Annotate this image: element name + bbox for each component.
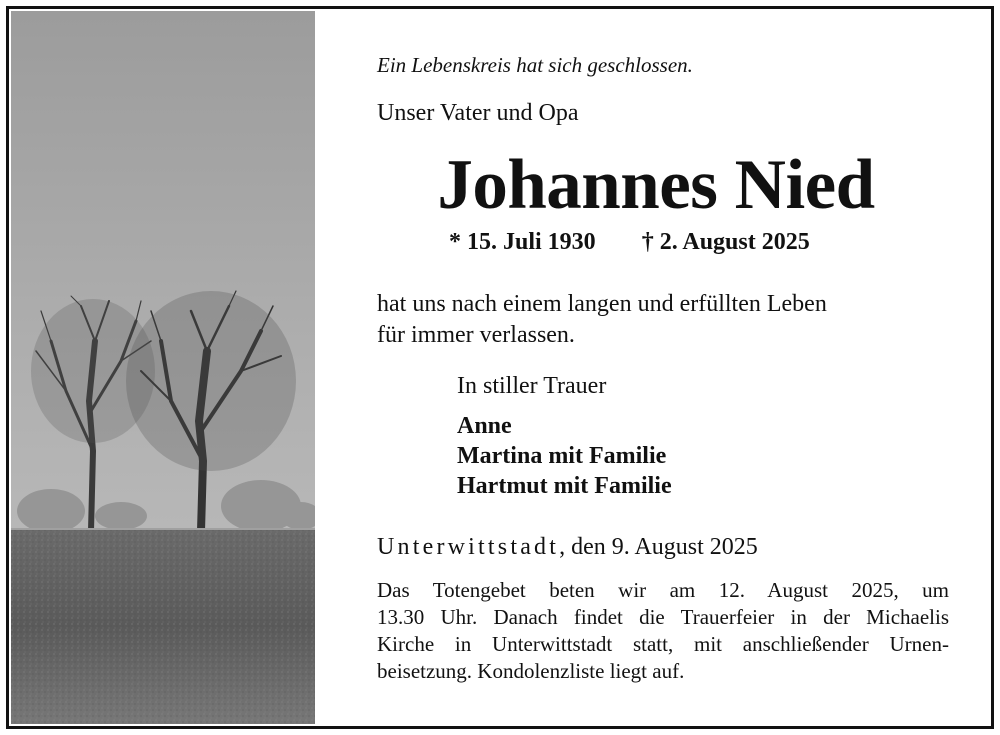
relation-line: Unser Vater und Opa — [377, 100, 579, 126]
birth-date: * 15. Juli 1930 — [449, 229, 596, 255]
mourner-name: Anne — [457, 413, 512, 439]
notice-line: Kirche in Unterwittstadt statt, mit anschließender Urnen- — [377, 632, 949, 656]
death-date: † 2. August 2025 — [641, 229, 810, 255]
life-dates — [449, 229, 810, 256]
message-line: hat uns nach einem langen und erfüllten Leben — [377, 291, 827, 317]
obituary-text — [9, 9, 991, 726]
place-date-line — [377, 534, 758, 561]
date-text: , den 9. August 2025 — [559, 534, 758, 560]
deceased-name: Johannes Nied — [437, 146, 875, 224]
obituary-frame — [6, 6, 994, 729]
mourners-list — [457, 411, 672, 501]
notice-line: 13.30 Uhr. Danach findet die Trauerfeier in der Michaelis — [377, 605, 949, 629]
place-name: Unterwittstadt — [377, 534, 560, 560]
mourning-line: In stiller Trauer — [457, 373, 607, 399]
message-text — [377, 289, 827, 351]
mourner-name: Hartmut mit Familie — [457, 473, 672, 499]
mourner-name: Martina mit Familie — [457, 443, 667, 469]
message-line: für immer verlassen. — [377, 322, 575, 348]
intro-line: Ein Lebenskreis hat sich geschlossen. — [377, 53, 693, 77]
notice-line: Das Totengebet beten wir am 12. August 2025, um — [377, 578, 949, 602]
funeral-notice — [377, 577, 949, 685]
notice-line: beisetzung. Kondolenzliste liegt auf. — [377, 659, 685, 683]
